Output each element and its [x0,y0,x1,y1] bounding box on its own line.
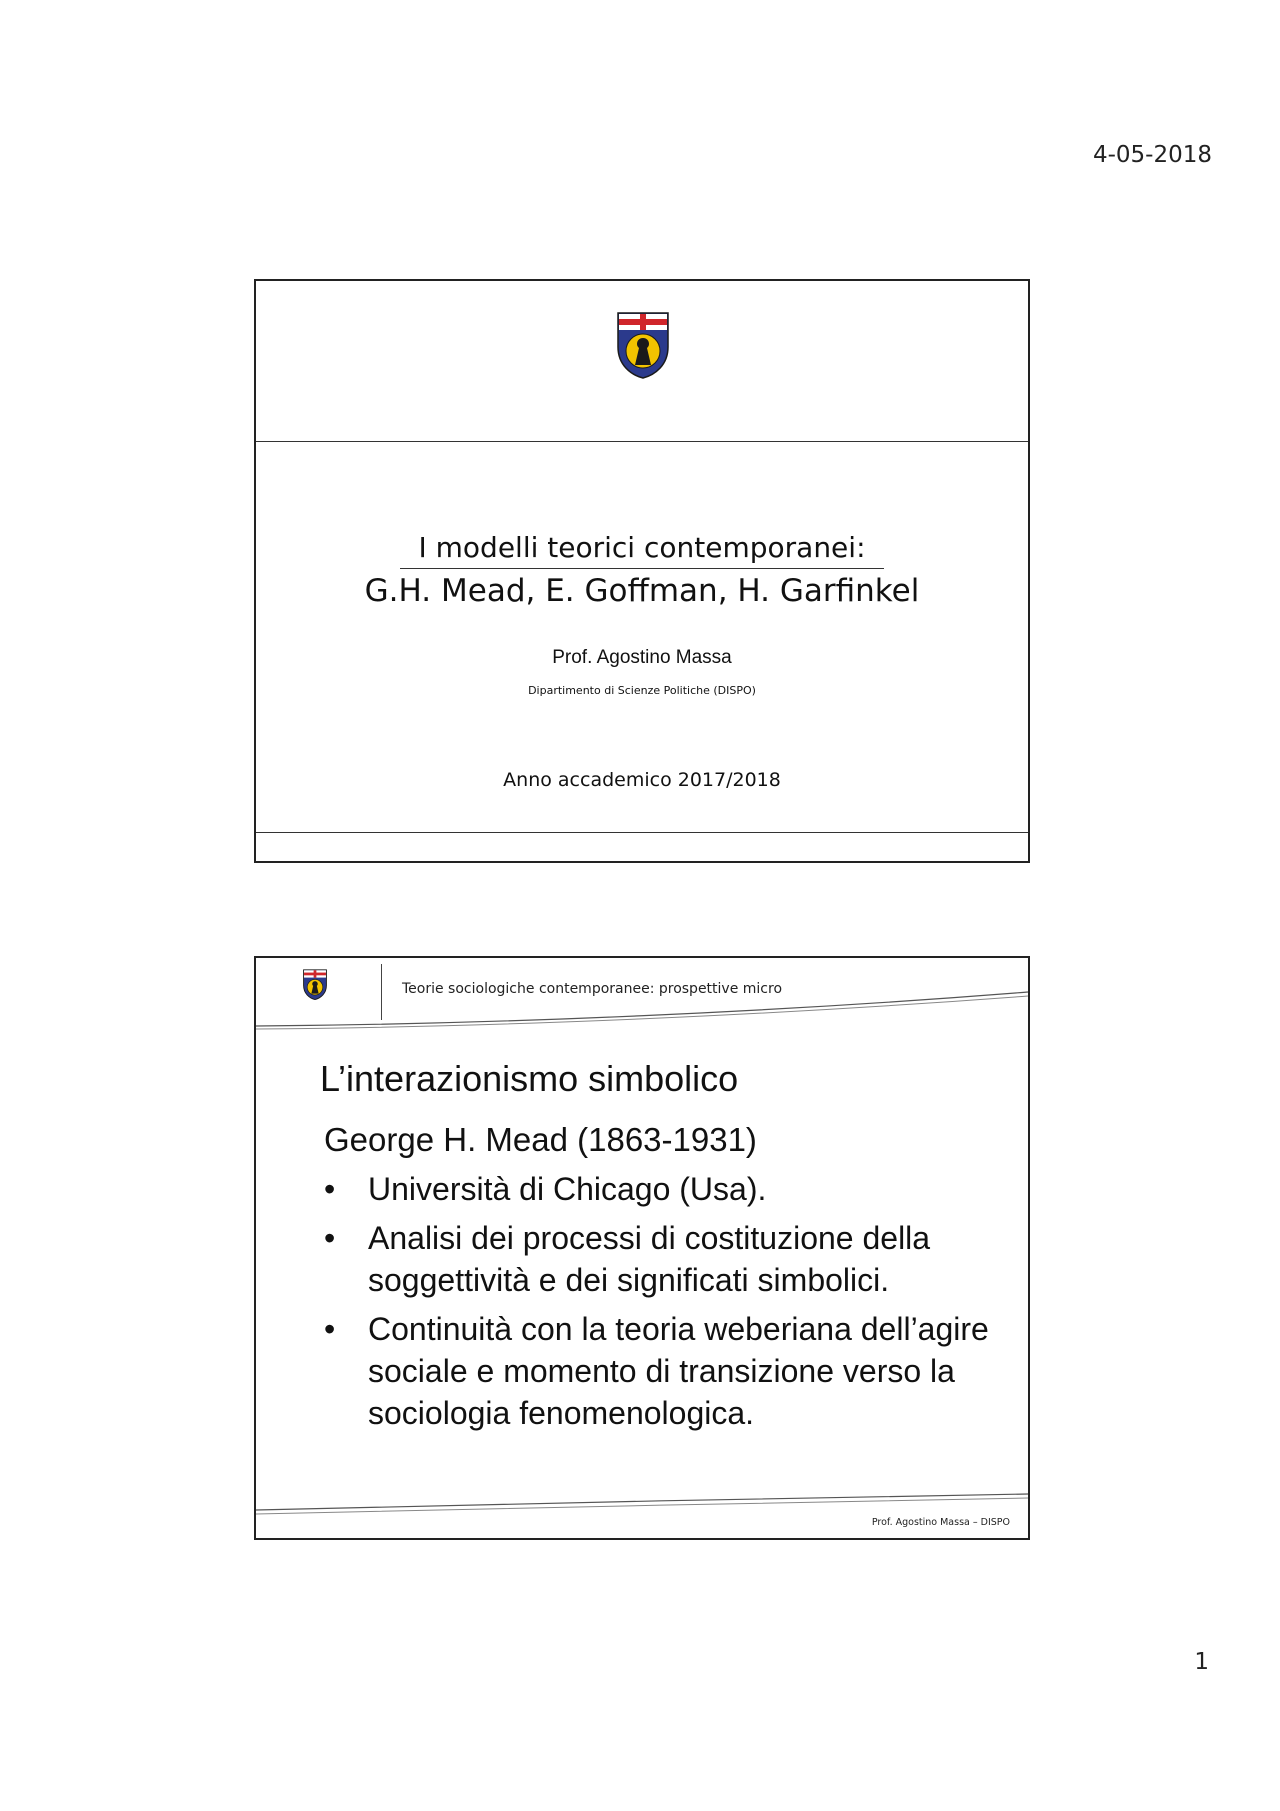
slide-2-title: L’interazionismo simbolico [320,1058,739,1099]
bullet-text: Analisi dei processi di costituzione della soggettività e dei significati simbolici. [368,1220,931,1298]
bullet-marker: • [324,1311,336,1347]
bullet-item [324,1217,1004,1301]
slide-1-footer-divider [256,832,1028,833]
bullet-list [324,1168,1004,1441]
slide-2-footer: Prof. Agostino Massa – DISPO [871,1517,1010,1528]
page-date: 4-05-2018 [1092,142,1212,168]
slide-1-header-divider [256,441,1028,442]
bullet-item [324,1168,1004,1210]
academic-year: Anno accademico 2017/2018 [503,769,781,791]
slide-1-title [256,531,1028,609]
slide-1 [254,279,1030,863]
bullet-marker: • [324,1220,336,1256]
bullet-text: Università di Chicago (Usa). [368,1171,767,1207]
department-name: Dipartimento di Scienze Politiche (DISPO) [528,684,756,697]
author-name: Prof. Agostino Massa [552,647,732,668]
title-line-1: I modelli teorici contemporanei: [400,531,883,569]
footer-swoosh-lines [256,1490,1028,1518]
bullet-marker: • [324,1171,336,1207]
slide-2 [254,956,1030,1540]
title-line-2: G.H. Mead, E. Goffman, H. Garfinkel [364,573,920,609]
slide-2-subtitle: George H. Mead (1863-1931) [324,1121,757,1158]
page-number: 1 [1194,1649,1209,1675]
bullet-item [324,1308,1004,1434]
header-swoosh-lines [256,986,1028,1031]
slide-2-header-text: Teorie sociologiche contemporanee: prospettive micro [402,981,783,997]
bullet-text: Continuità con la teoria weberiana dell’agire sociale e momento di transizione verso la sociologia fenomenologica. [368,1311,989,1431]
university-crest-icon [615,309,671,379]
